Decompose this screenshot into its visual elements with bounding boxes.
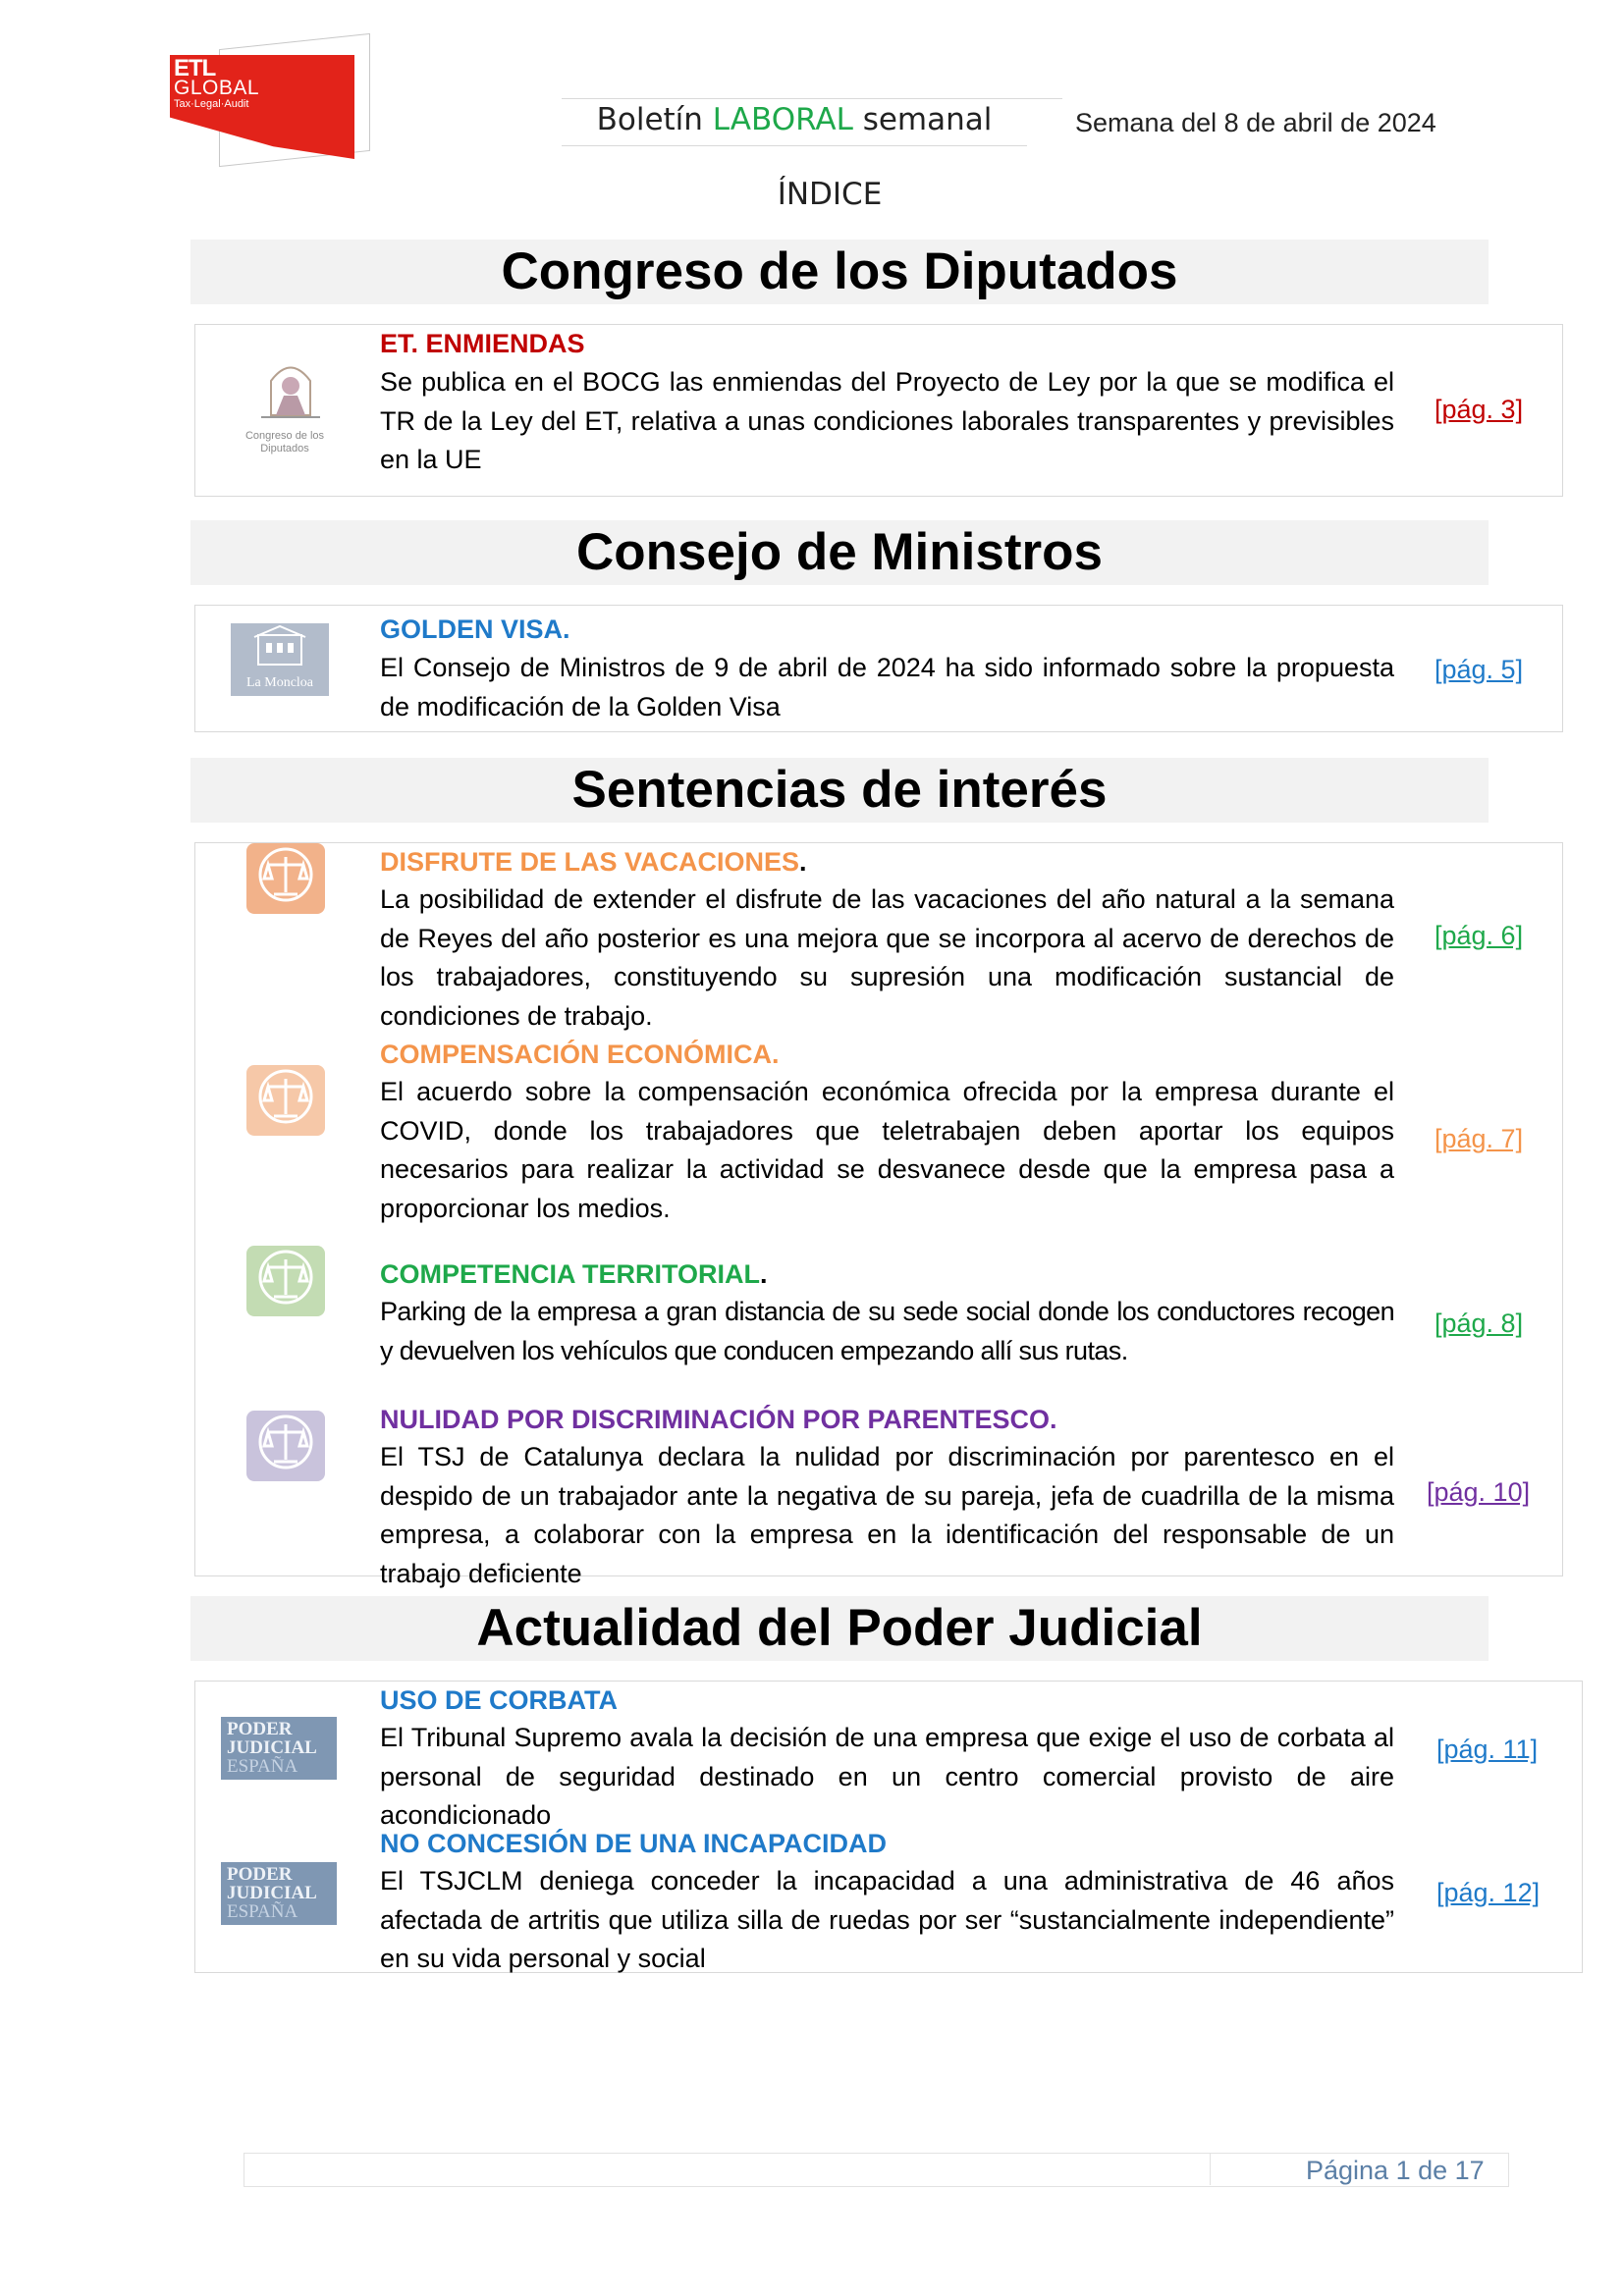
entry-title-corbata: USO DE CORBATA (380, 1685, 618, 1715)
scales-icon (246, 1246, 325, 1316)
logo-tagline: Tax·Legal·Audit (174, 98, 249, 110)
entries-box-judicial (194, 1681, 1583, 1973)
footer-divider (1210, 2153, 1211, 2185)
bulletin-title-accent: LABORAL (712, 102, 853, 137)
entry-body-corbata: El Tribunal Supremo avala la decisión de una empresa que exige el uso de corbata al personal de seguridad destinado en un centro comercial provisto de aire acondicionado (380, 1723, 1394, 1830)
section-heading-congreso: Congreso de los Diputados (190, 240, 1489, 304)
entry-title-incapacidad: NO CONCESIÓN DE UNA INCAPACIDAD (380, 1829, 888, 1858)
entry-body-competencia: Parking de la empresa a gran distancia de su sede social donde los conductores recogen y devuelven los vehículos que conducen empezando allí sus rutas. (380, 1297, 1394, 1365)
etl-global-logo (162, 37, 437, 165)
entry-body-compensacion: El acuerdo sobre la compensación económica ofrecida por la empresa durante el COVID, donde los trabajadores que teletrabajen deben aportar los equipos necesarios para realizar la actividad se desvanece desde que la empresa pasa a proporcionar los medios. (380, 1077, 1394, 1223)
entry-title-compensacion: COMPENSACIÓN ECONÓMICA. (380, 1040, 780, 1069)
entries-box-congreso (194, 324, 1563, 497)
congreso-logo-text: Congreso de los Diputados (244, 430, 325, 454)
entries-box-consejo (194, 605, 1563, 732)
pj-logo-line3: ESPAÑA (227, 1756, 298, 1777)
page-link-6[interactable]: [pág. 6] (1435, 921, 1524, 950)
congreso-logo-icon (237, 347, 345, 466)
entry-title-golden-visa: GOLDEN VISA. (380, 614, 570, 644)
poder-judicial-logo-icon (221, 1862, 337, 1925)
entry-body-golden-visa: El Consejo de Ministros de 9 de abril de 2024 ha sido informado sobre la propuesta de modificación de la Golden Visa (380, 653, 1394, 721)
entry-title-vacaciones (380, 843, 807, 881)
index-heading: ÍNDICE (777, 177, 883, 212)
entry-body-nulidad: El TSJ de Catalunya declara la nulidad por discriminación por parentesco en el despido de un trabajador ante la negativa de su pareja, jefa de cuadrilla de la misma empresa, a colaborar con la empresa en la identificación del responsable de un trabajo deficiente (380, 1442, 1394, 1588)
bulletin-date: Semana del 8 de abril de 2024 (1075, 108, 1436, 137)
pj-logo-line3: ESPAÑA (227, 1901, 298, 1922)
pj-logo-line2: JUDICIAL (227, 1737, 317, 1758)
header-rule-bottom (562, 145, 1027, 146)
pj-logo-line2: JUDICIAL (227, 1883, 317, 1903)
entries-box-sentencias (194, 842, 1563, 1588)
section-heading-sentencias: Sentencias de interés (190, 758, 1489, 823)
entry-title-competencia-suffix: . (760, 1259, 768, 1289)
scales-icon (246, 1065, 325, 1136)
page-link-10[interactable]: [pág. 10] (1427, 1477, 1531, 1507)
scales-icon (246, 1411, 325, 1481)
section-heading-judicial: Actualidad del Poder Judicial (190, 1596, 1489, 1661)
pj-logo-line1: PODER (227, 1719, 293, 1739)
entry-body-et-enmiendas: Se publica en el BOCG las enmiendas del Proyecto de Ley por la que se modifica el TR de la Ley del ET, relativa a unas condiciones laborales transparentes y previsibles en la UE (380, 367, 1394, 474)
bulletin-title (562, 102, 1027, 137)
moncloa-logo-text: La Moncloa (245, 675, 314, 690)
page-number: Página 1 de 17 (1306, 2156, 1485, 2185)
pj-logo-line1: PODER (227, 1864, 293, 1885)
scales-icon (246, 843, 325, 914)
section-heading-consejo: Consejo de Ministros (190, 520, 1489, 585)
entry-title-vacaciones-text: DISFRUTE DE LAS VACACIONES (380, 847, 800, 877)
logo-global-text: GLOBAL (174, 77, 260, 99)
entry-title-nulidad: NULIDAD POR DISCRIMINACIÓN POR PARENTESCO. (380, 1405, 1057, 1434)
page-link-12[interactable]: [pág. 12] (1436, 1878, 1541, 1907)
header-rule-top (562, 98, 1062, 99)
page-link-7[interactable]: [pág. 7] (1435, 1124, 1524, 1153)
entry-title-et-enmiendas: ET. ENMIENDAS (380, 329, 585, 358)
entry-title-competencia (380, 1255, 768, 1293)
poder-judicial-logo-icon (221, 1717, 337, 1780)
page-link-11[interactable]: [pág. 11] (1436, 1735, 1539, 1764)
page-link-3[interactable]: [pág. 3] (1435, 395, 1524, 424)
entry-title-competencia-text: COMPETENCIA TERRITORIAL (380, 1259, 761, 1289)
moncloa-logo-icon (231, 623, 329, 696)
bulletin-title-pre: Boletín (596, 102, 713, 137)
logo-etl-text: ETL (174, 55, 216, 81)
page-link-5[interactable]: [pág. 5] (1435, 655, 1524, 684)
entry-body-vacaciones: La posibilidad de extender el disfrute de las vacaciones del año natural a la semana de Reyes del año posterior es una mejora que se incorpora al acervo de derechos de los trabajadores, constituyendo su supresión una modificación sustancial de condiciones de trabajo. (380, 884, 1394, 1031)
entry-body-incapacidad: El TSJCLM deniega conceder la incapacidad a una administrativa de 46 años afectada de artritis que utiliza silla de ruedas por ser “sustancialmente independiente” en su vida personal y social (380, 1866, 1394, 1973)
entry-title-vacaciones-suffix: . (799, 847, 807, 877)
bulletin-title-post: semanal (852, 102, 993, 137)
page-link-8[interactable]: [pág. 8] (1435, 1308, 1524, 1338)
